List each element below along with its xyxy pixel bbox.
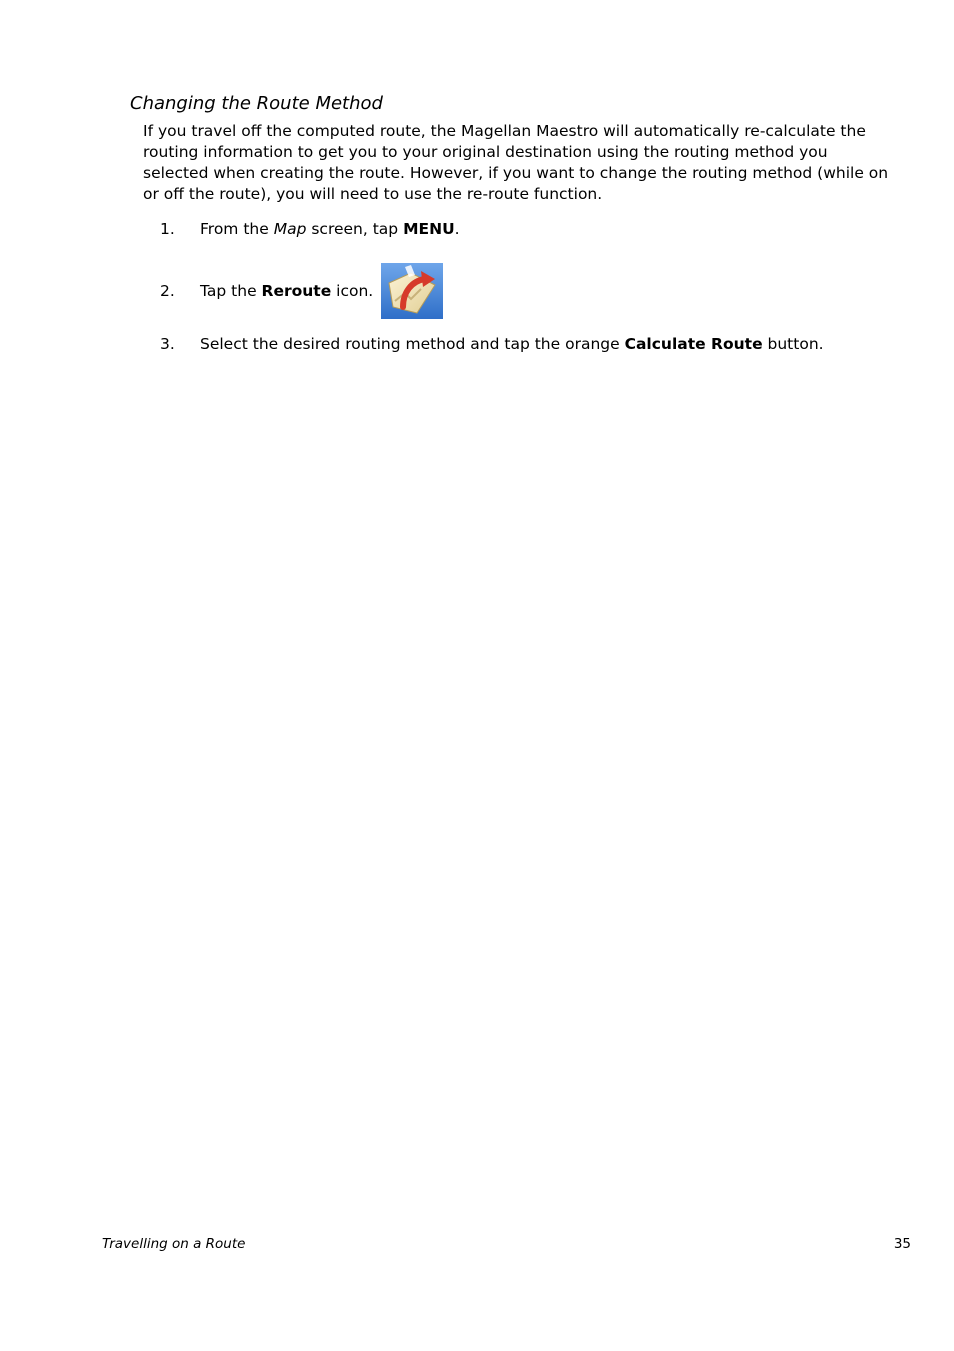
reroute-label: Reroute <box>261 281 332 300</box>
intro-paragraph: If you travel off the computed route, the Magellan Maestro will automatically re-calculate the routing information to get you to your original destination using the routing method you selected when creating the route. However, if you want to change the routing method (while on or off the route), you will need to use the re-route function. <box>143 122 889 203</box>
step-text: From the Map screen, tap MENU. <box>200 220 460 238</box>
step-text: Select the desired routing method and tap the orange Calculate Route button. <box>200 335 824 353</box>
step-number: 2. <box>160 281 175 300</box>
step-number: 3. <box>160 335 175 353</box>
step-text: Tap the Reroute icon. <box>200 281 374 300</box>
section-heading: Changing the Route Method <box>130 93 383 114</box>
step-2 <box>160 262 443 320</box>
step-number: 1. <box>160 220 175 238</box>
reroute-icon <box>381 263 443 319</box>
step-3 <box>160 334 824 355</box>
map-screen-name: Map <box>273 220 307 238</box>
menu-label: MENU <box>403 220 455 238</box>
step-1 <box>160 219 460 240</box>
page-number: 35 <box>893 1236 911 1252</box>
calculate-route-label: Calculate Route <box>624 335 763 353</box>
footer-section-title: Travelling on a Route <box>102 1236 246 1252</box>
